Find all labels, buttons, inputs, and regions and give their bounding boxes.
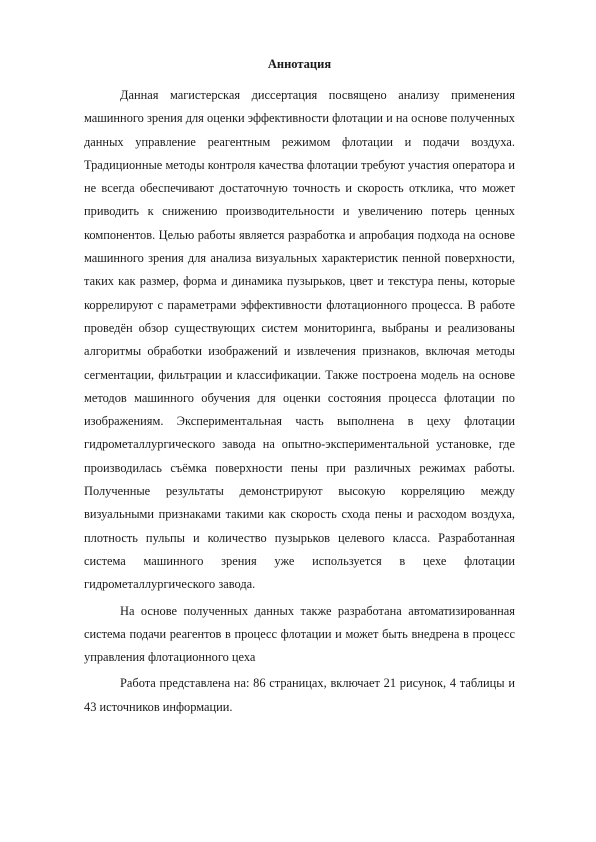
document-page [84,56,515,719]
abstract-paragraph-reagents: На основе полученных данных также разработана автоматизированная система подачи реагентов в процесс флотации и может быть внедрена в процесс управления флотационного цеха [84,603,515,665]
abstract-paragraph-main: Данная магистерская диссертация посвящено анализу применения машинного зрения для оценки эффективности флотации и на основе полученных данных управление реагентным режимом флотации и подачи воздуха. Традиционные методы контроля качества флотации требуют участия оператора и не всегда обеспечивают достаточную точность и скорость отклика, что может приводить к снижению производительности и увеличению потерь ценных компонентов. Целью работы является разработка и апробация подхода на основе машинного зрения для анализа визуальных характеристик пенной поверхности, таких как размер, форма и динамика пузырьков, цвет и текстура пены, которые коррелируют с параметрами эффективности флотационного процесса. В работе проведён обзор существующих систем мониторинга, выбраны и реализованы алгоритмы обработки изображений и извлечения признаков, включая методы сегментации, фильтрации и классификации. Также построена модель на основе методов машинного обучения для оценки состояния процесса флотации по изображениям. Экспериментальная часть выполнена в цеху флотации гидрометаллургического завода на опытно-экспериментальной установке, где производилась съёмка поверхности пены при различных режимах работы. Полученные результаты демонстрируют высокую корреляцию между визуальными признаками такими как скорость схода пены и расходом воздуха, плотность пульпы и количество пузырьков целевого класса. Разработанная система машинного зрения уже используется в цехе флотации гидрометаллургического завода. [84,88,515,592]
abstract-paragraph-stats: Работа представлена на: 86 страницах, включает 21 рисунок, 4 таблицы и 43 источников информации. [84,676,515,714]
document-title: Аннотация [267,57,332,71]
